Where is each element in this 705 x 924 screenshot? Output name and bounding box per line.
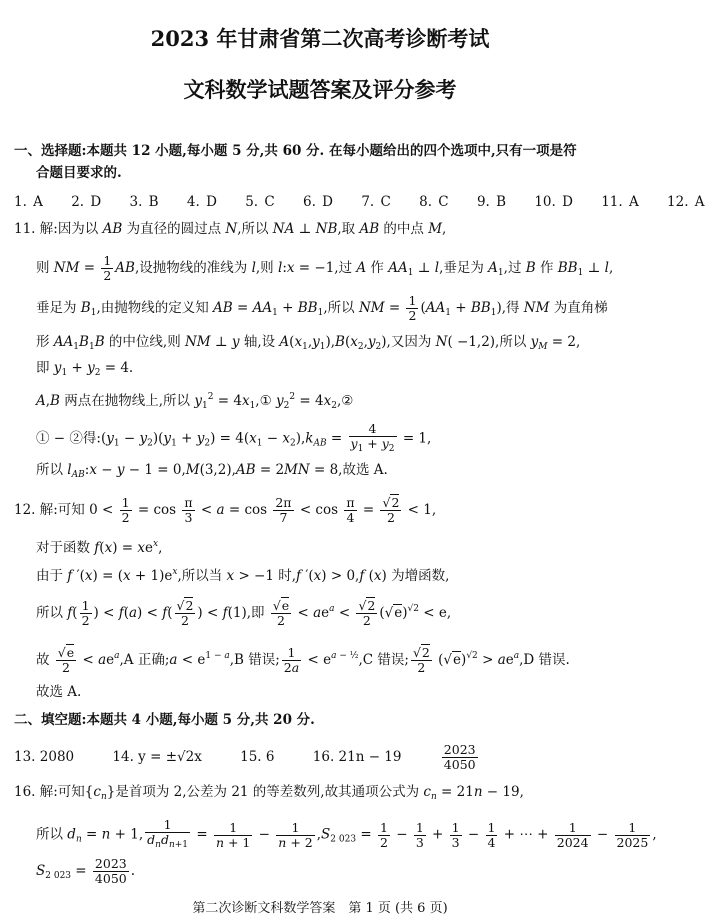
q11-line5: 即 $y_1 + y_2 = 4$. bbox=[36, 360, 134, 378]
choice-answer: 1. A bbox=[14, 194, 43, 210]
fill-answer-16: 16. 21n − 19 bbox=[312, 749, 402, 765]
q11-line1: 11. 解:因为以 AB 为直径的圆过点 N,所以 NA ⊥ NB,取 AB 的中点 M, bbox=[14, 221, 447, 237]
section2-heading: 二、填空题:本题共 4 小题,每小题 5 分,共 20 分. bbox=[14, 712, 315, 728]
q12-line4: 所以 f( $\frac{1}{2}$ ) < f(a) < f( $\frac{√2}{2}$ ) < f(1),即 $\frac{√e}{2}$ < $ae^a$ < $\frac{√2}{2}$ $(√e)^{√2} < e$, bbox=[36, 598, 452, 628]
choice-answer: 11. A bbox=[601, 194, 639, 210]
q11-line4: 形 $AA_1B_1B$ 的中位线,则 NM ⊥ y 轴,设 $A(x_1,y_1),B(x_2,y_2)$,又因为 N( −1,2),所以 $y_M = 2$, bbox=[36, 334, 581, 352]
q11-line7: ① − ②得$:(y_1 - y_2)(y_1 + y_2) = 4(x_1 - x_2),k_{AB}$ = $\frac{4}{y_1 + y_2}$ = 1, bbox=[36, 421, 432, 454]
q11-line8: 所以 $l_{AB}:x - y - 1 = 0,M(3,2),AB = 2MN = 8$,故选 A. bbox=[36, 462, 388, 480]
page-footer: 第二次诊断文科数学答案 第 1 页 (共 6 页) bbox=[192, 901, 448, 916]
q12-line2: 对于函数 $f(x) = xe^x$, bbox=[36, 539, 163, 556]
choice-answer: 10. D bbox=[534, 194, 573, 210]
choice-answer: 3. B bbox=[129, 194, 159, 210]
choice-answer: 5. C bbox=[245, 194, 275, 210]
q11-line3: 垂足为 $B_1$,由抛物线的定义知 AB = $AA_1 + BB_1$,所以 NM = $\frac{1}{2}$ $(AA_1 + BB_1)$,得 NM 为直角梯 bbox=[36, 293, 608, 323]
fill-answer-13: 13. 2080 bbox=[14, 749, 75, 765]
section1-heading: 一、选择题:本题共 12 小题,每小题 5 分,共 60 分. 在每小题给出的四个选项中,只有一项是符 bbox=[14, 143, 577, 159]
choice-answer: 9. B bbox=[476, 194, 507, 210]
fill-answer-14: 14. y = ±√2x bbox=[112, 749, 202, 765]
q11-line6: A,B 两点在抛物线上,所以 $y_1^2$ = $4x_1,①$ $y_2^2$ = $4x_2,②$ bbox=[36, 392, 354, 411]
fill-answer-16-fraction: $\frac{2023}{4050}$ bbox=[443, 742, 476, 772]
choice-answer: 12. A bbox=[667, 194, 705, 210]
choice-answer: 7. C bbox=[361, 194, 391, 210]
choice-answer: 4. D bbox=[186, 194, 217, 210]
q16-line3: $S_{2 023}$ = $\frac{2023}{4050}$ . bbox=[36, 856, 136, 886]
q16-line1: 16. 解:可知$\{c_n\}$是首项为 2,公差为 21 的等差数列,故其通项公式为 $c_n = 21n - 19$, bbox=[14, 784, 524, 802]
choice-answers-row bbox=[14, 193, 705, 211]
q12-line3: 由于 f $'(x) = (x + 1)e^x$,所以当 x > −1 时,f ′(x) > 0,f (x) 为增函数, bbox=[36, 567, 450, 584]
q12-line5: 故 $\frac{√e}{2}$ < $ae^a,A$ 正确;a < $e^{1 - a},B$ 错误; $\frac{1}{2a}$ < $e^{a - \frac{1}{2}},C$ 错误; $\frac{√2}{2}$ $(√e)^{√2} > ae^a,D$ 错误. bbox=[36, 645, 570, 675]
q12-line1: 12. 解:可知 0 < $\frac{1}{2}$ = cos $\frac{\pi}{3}$ < a = cos $\frac{2\pi}{7}$ < cos $\frac{\pi}{4}$ = $\frac{√2}{2}$ < 1, bbox=[14, 495, 437, 525]
choice-answer: 6. D bbox=[303, 194, 334, 210]
q12-line6: 故选 A. bbox=[36, 684, 82, 700]
q16-line2: 所以 $d_n = n + 1$, $\frac{1}{d_nd_{n+1}}$ = $\frac{1}{n + 1}$ − $\frac{1}{n + 2}$ $,S_{2 023}$ = $\frac{1}{2}$ − $\frac{1}{3}$ + $\frac{1}{3}$ − $\frac{1}{4}$ + ⋯ + $\frac{1}{2024}$ − $\frac{1}{2025}$ , bbox=[36, 817, 657, 850]
exam-subtitle: 文科数学试题答案及评分参考 bbox=[183, 77, 457, 102]
fill-answers-row bbox=[14, 743, 480, 772]
fill-answer-15: 15. 6 bbox=[240, 749, 275, 765]
choice-answer: 2. D bbox=[71, 194, 102, 210]
choice-answer: 8. C bbox=[419, 194, 449, 210]
q11-line2: 则 NM = $\frac{1}{2}$ AB,设抛物线的准线为 l,则 l:x = −1,过 A 作 $AA_1$ ⊥ l,垂足为 $A_1$,过 B 作 $BB_1$ ⊥ l, bbox=[36, 253, 614, 283]
exam-title: 2023 年甘肃省第二次高考诊断考试 bbox=[150, 26, 490, 51]
section1-heading-cont: 合题目要求的. bbox=[36, 165, 122, 181]
